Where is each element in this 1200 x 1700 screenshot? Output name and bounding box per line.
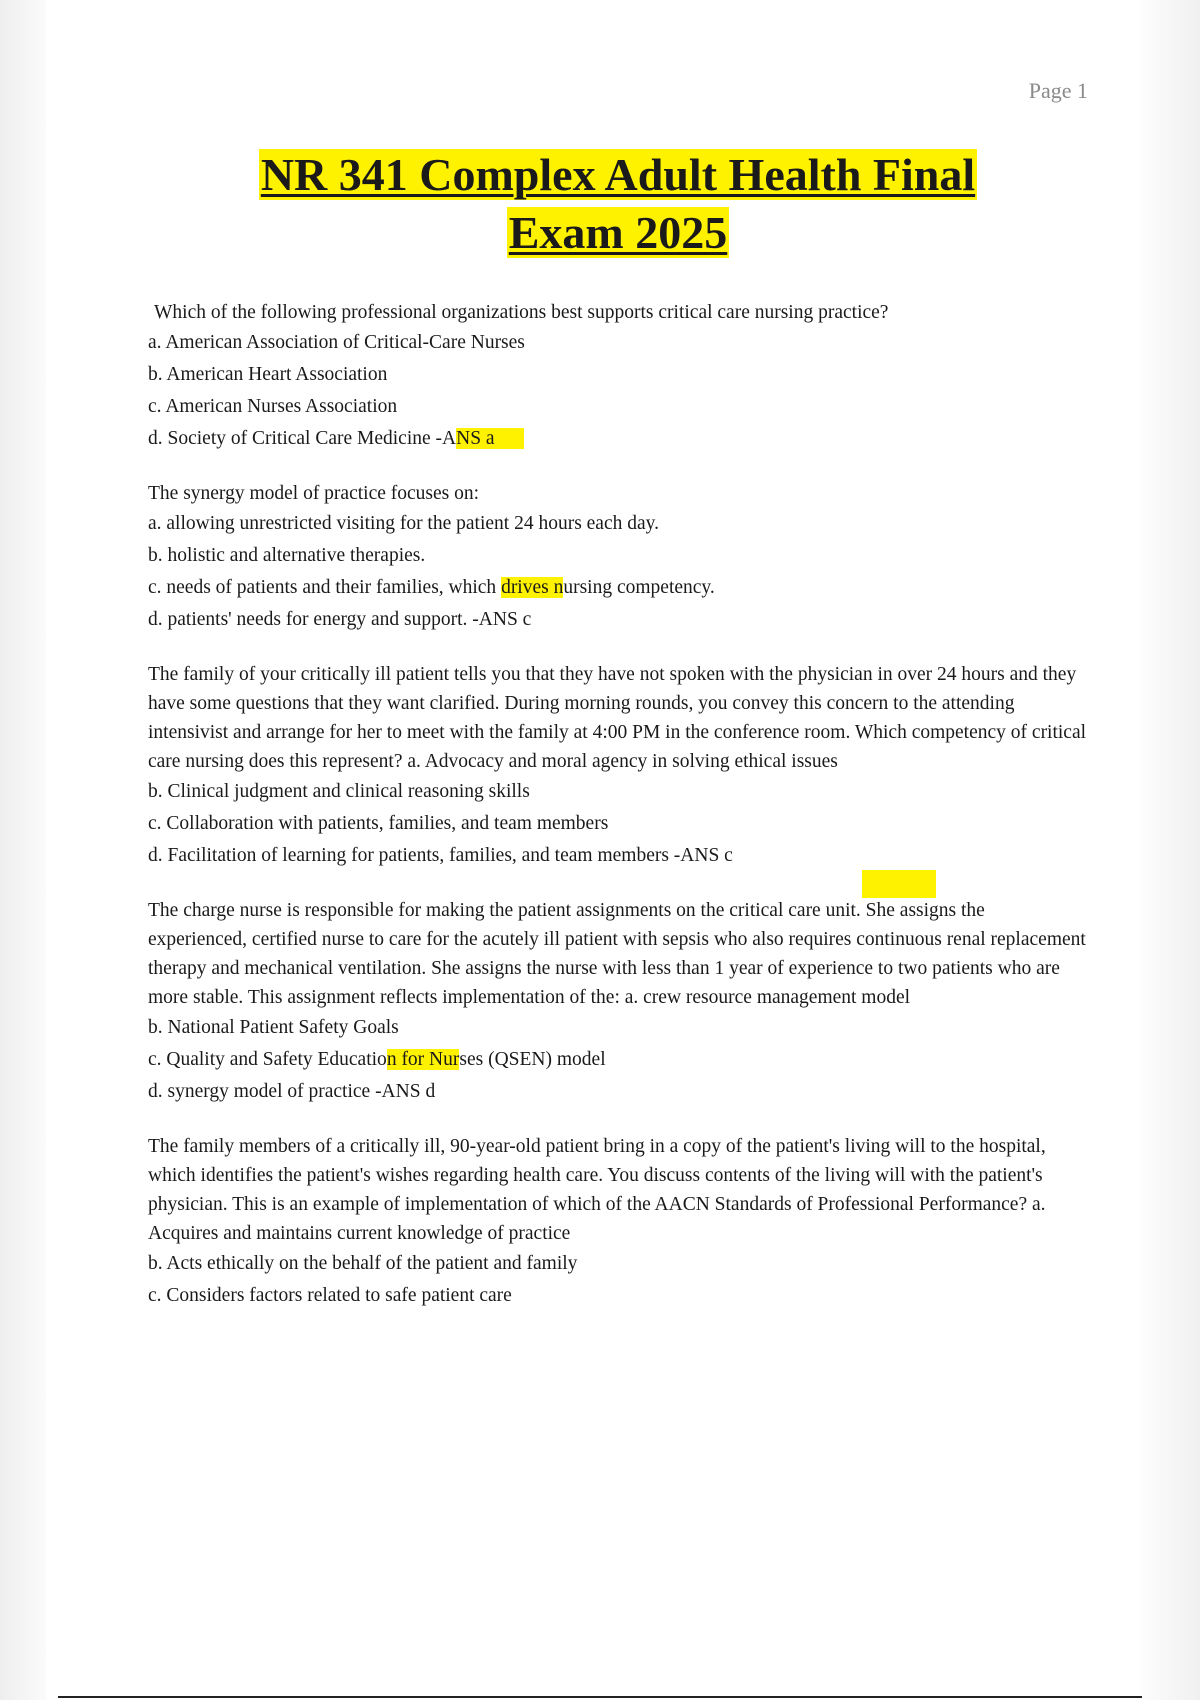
question-list — [148, 298, 1088, 1336]
question-1 — [148, 298, 1088, 455]
option-text: c. Quality and Safety Educatio — [148, 1049, 387, 1070]
answer-highlight: NS a — [456, 428, 495, 449]
footer-rule — [58, 1696, 1142, 1698]
question-2 — [148, 479, 1088, 636]
text-highlight: drives n — [501, 577, 564, 598]
option: b. National Patient Safety Goals — [148, 1017, 399, 1038]
option-with-answer: d. Facilitation of learning for patients, families, and team members -ANS c — [148, 845, 733, 866]
option: c. American Nurses Association — [148, 396, 398, 417]
page-number: Page 1 — [1028, 78, 1088, 103]
option: c. Considers factors related to safe patient care — [148, 1285, 512, 1306]
option: b. holistic and alternative therapies. — [148, 545, 426, 566]
option-with-answer: d. synergy model of practice -ANS d — [148, 1081, 436, 1102]
option-text: ses (QSEN) model — [459, 1049, 606, 1070]
question-4 — [148, 896, 1088, 1108]
option-text: ursing competency. — [563, 577, 715, 598]
option: a. American Association of Critical-Care Nurses — [148, 332, 525, 353]
option: b. Acts ethically on the behalf of the patient and family — [148, 1253, 578, 1274]
question-stem: Which of the following professional organizations best supports critical care nursing practice? — [154, 302, 889, 323]
option — [148, 1044, 1088, 1076]
option: c. Collaboration with patients, families, and team members — [148, 813, 609, 834]
option-with-answer — [148, 423, 1088, 455]
option-with-answer: d. patients' needs for energy and support. -ANS c — [148, 609, 532, 630]
option: b. American Heart Association — [148, 364, 388, 385]
text-highlight: n for Nur — [386, 1049, 460, 1070]
question-stem: The family members of a critically ill, 90-year-old patient bring in a copy of the patient's living will to the hospital, which identifies the patient's wishes regarding health care. You discuss contents of the living will with the patient's physician. This is an example of implementation of which of the AACN Standards of Professional Performance? a. Acquires and maintains current knowledge of practice — [148, 1136, 1046, 1244]
question-3 — [148, 660, 1088, 872]
option — [148, 572, 1088, 604]
title-line-2: Exam 2025 — [508, 207, 728, 258]
title-line-1: NR 341 Complex Adult Health Final — [260, 149, 976, 200]
option: b. Clinical judgment and clinical reasoning skills — [148, 781, 530, 802]
question-stem: The family of your critically ill patient tells you that they have not spoken with the physician in over 24 hours and they have some questions that they want clarified. During morning rounds, you convey this concern to the attending intensivist and arrange for her to meet with the family at 4:00 PM in the conference room. Which competency of critical care nursing does this represent? a. Advocacy and moral agency in solving ethical issues — [148, 664, 1087, 772]
option: a. allowing unrestricted visiting for the patient 24 hours each day. — [148, 513, 660, 534]
question-stem: The charge nurse is responsible for making the patient assignments on the critical care unit. She assigns the experienced, certified nurse to care for the acutely ill patient with sepsis who also requires continuous renal replacement therapy and mechanical ventilation. She assigns the nurse with less than 1 year of experience to two patients who are more stable. This assignment reflects implementation of the: a. crew resource management model — [148, 900, 1086, 1008]
option-text: d. Society of Critical Care Medicine -A — [148, 428, 457, 449]
question-5 — [148, 1132, 1088, 1312]
option-text: c. needs of patients and their families, which — [148, 577, 502, 598]
document-title — [0, 146, 1200, 262]
highlight-tail — [495, 428, 524, 449]
question-stem: The synergy model of practice focuses on: — [148, 483, 480, 504]
